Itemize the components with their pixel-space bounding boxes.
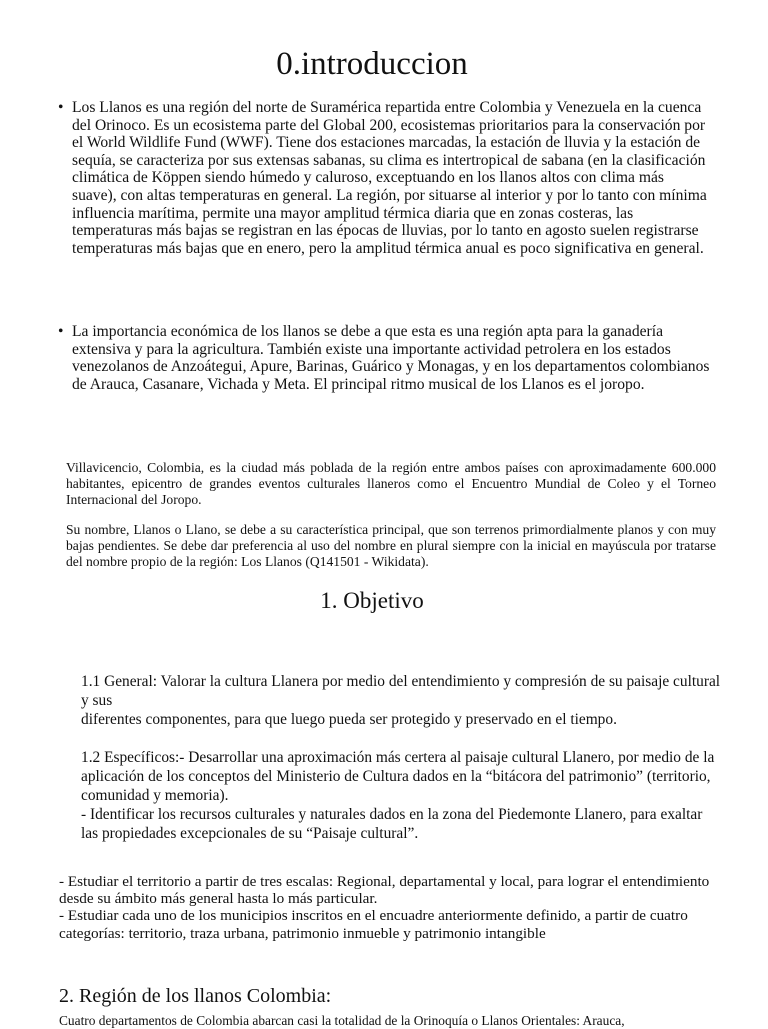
intro-paragraph-villavicencio: Villavicencio, Colombia, es la ciudad más poblada de la región entre ambos países con aproximadamente 600.000 habitantes, epicentro de grandes eventos culturales llaneros como el Encuentro Mundial de Coleo y el Torneo Internacional del Joropo. bbox=[66, 460, 716, 507]
intro-paragraph-nombre: Su nombre, Llanos o Llano, se debe a su característica principal, que son terrenos primordialmente planos y con muy bajas pendientes. Se debe dar preferencia al uso del nombre en plural siempre con la inicial en mayúscula por tratarse del nombre propio de la región: Los Llanos (Q141501 - Wikidata). bbox=[66, 522, 716, 569]
objetivo-general: 1.1 General: Valorar la cultura Llanera por medio del entendimiento y compresión de su paisaje cultural y sus diferentes componentes, para que luego pueda ser protegido y preservado en el tiempo. bbox=[81, 673, 721, 728]
objetivo-heading: 1. Objetivo bbox=[320, 588, 424, 613]
intro-heading: 0.introduccion bbox=[276, 46, 468, 82]
objetivo-estudiar: - Estudiar el territorio a partir de tres escalas: Regional, departamental y local, para lograr el entendimiento desde su ámbito más general hasta lo más particular. - Estudiar cada uno de los municipios inscritos en el encuadre anteriormente definido, a partir de cuatro categorías: territorio, traza urbana, patrimonio inmueble y patrimonio intangible bbox=[59, 873, 710, 942]
intro-bullet-1: Los Llanos es una región del norte de Suramérica repartida entre Colombia y Venezuela en la cuenca del Orinoco. Es un ecosistema parte del Global 200, ecosistemas prioritarios para la conservación por el World Wildlife Fund (WWF). Tiene dos estaciones marcadas, la estación de lluvia y la estación de sequía, se caracteriza por sus extensas sabanas, su clima es intertropical de sabana (en la clasificación climática de Köppen siendo húmedo y caluroso, exceptuando en los llanos altos con clima más suave), con altas temperaturas en general. La región, por situarse al interior y por lo tanto con mínima influencia marítima, permite una mayor amplitud térmica diaria que en zonas costeras, las temperaturas más bajas se registran en las épocas de lluvias, por lo tanto en agosto suelen registrarse temperaturas más bajas que en enero, pero la amplitud térmica anual es poco significativa en general. bbox=[72, 99, 707, 257]
bullet-marker: • bbox=[58, 99, 64, 116]
region-text: Cuatro departamentos de Colombia abarcan casi la totalidad de la Orinoquía o Llanos Orientales: Arauca, bbox=[59, 1013, 625, 1028]
intro-bullet-2: La importancia económica de los llanos se debe a que esta es una región apta para la ganadería extensiva y para la agricultura. También existe una importante actividad petrolera en los estados venezolanos de Anzoátegui, Apure, Barinas, Guárico y Monagas, y en los departamentos colombianos de Arauca, Casanare, Vichada y Meta. El principal ritmo musical de los Llanos es el joropo. bbox=[72, 323, 710, 393]
bullet-marker: • bbox=[58, 323, 64, 340]
region-heading: 2. Región de los llanos Colombia: bbox=[59, 985, 332, 1007]
objetivo-especificos: 1.2 Específicos:- Desarrollar una aproximación más certera al paisaje cultural Llanero, por medio de la aplicación de los conceptos del Ministerio de Cultura dados en la “bitácora del patrimonio” (territorio, comunidad y memoria). - Identificar los recursos culturales y naturales dados en la zona del Piedemonte Llanero, para exaltar las propiedades excepcionales de su “Paisaje cultural”. bbox=[81, 749, 715, 842]
